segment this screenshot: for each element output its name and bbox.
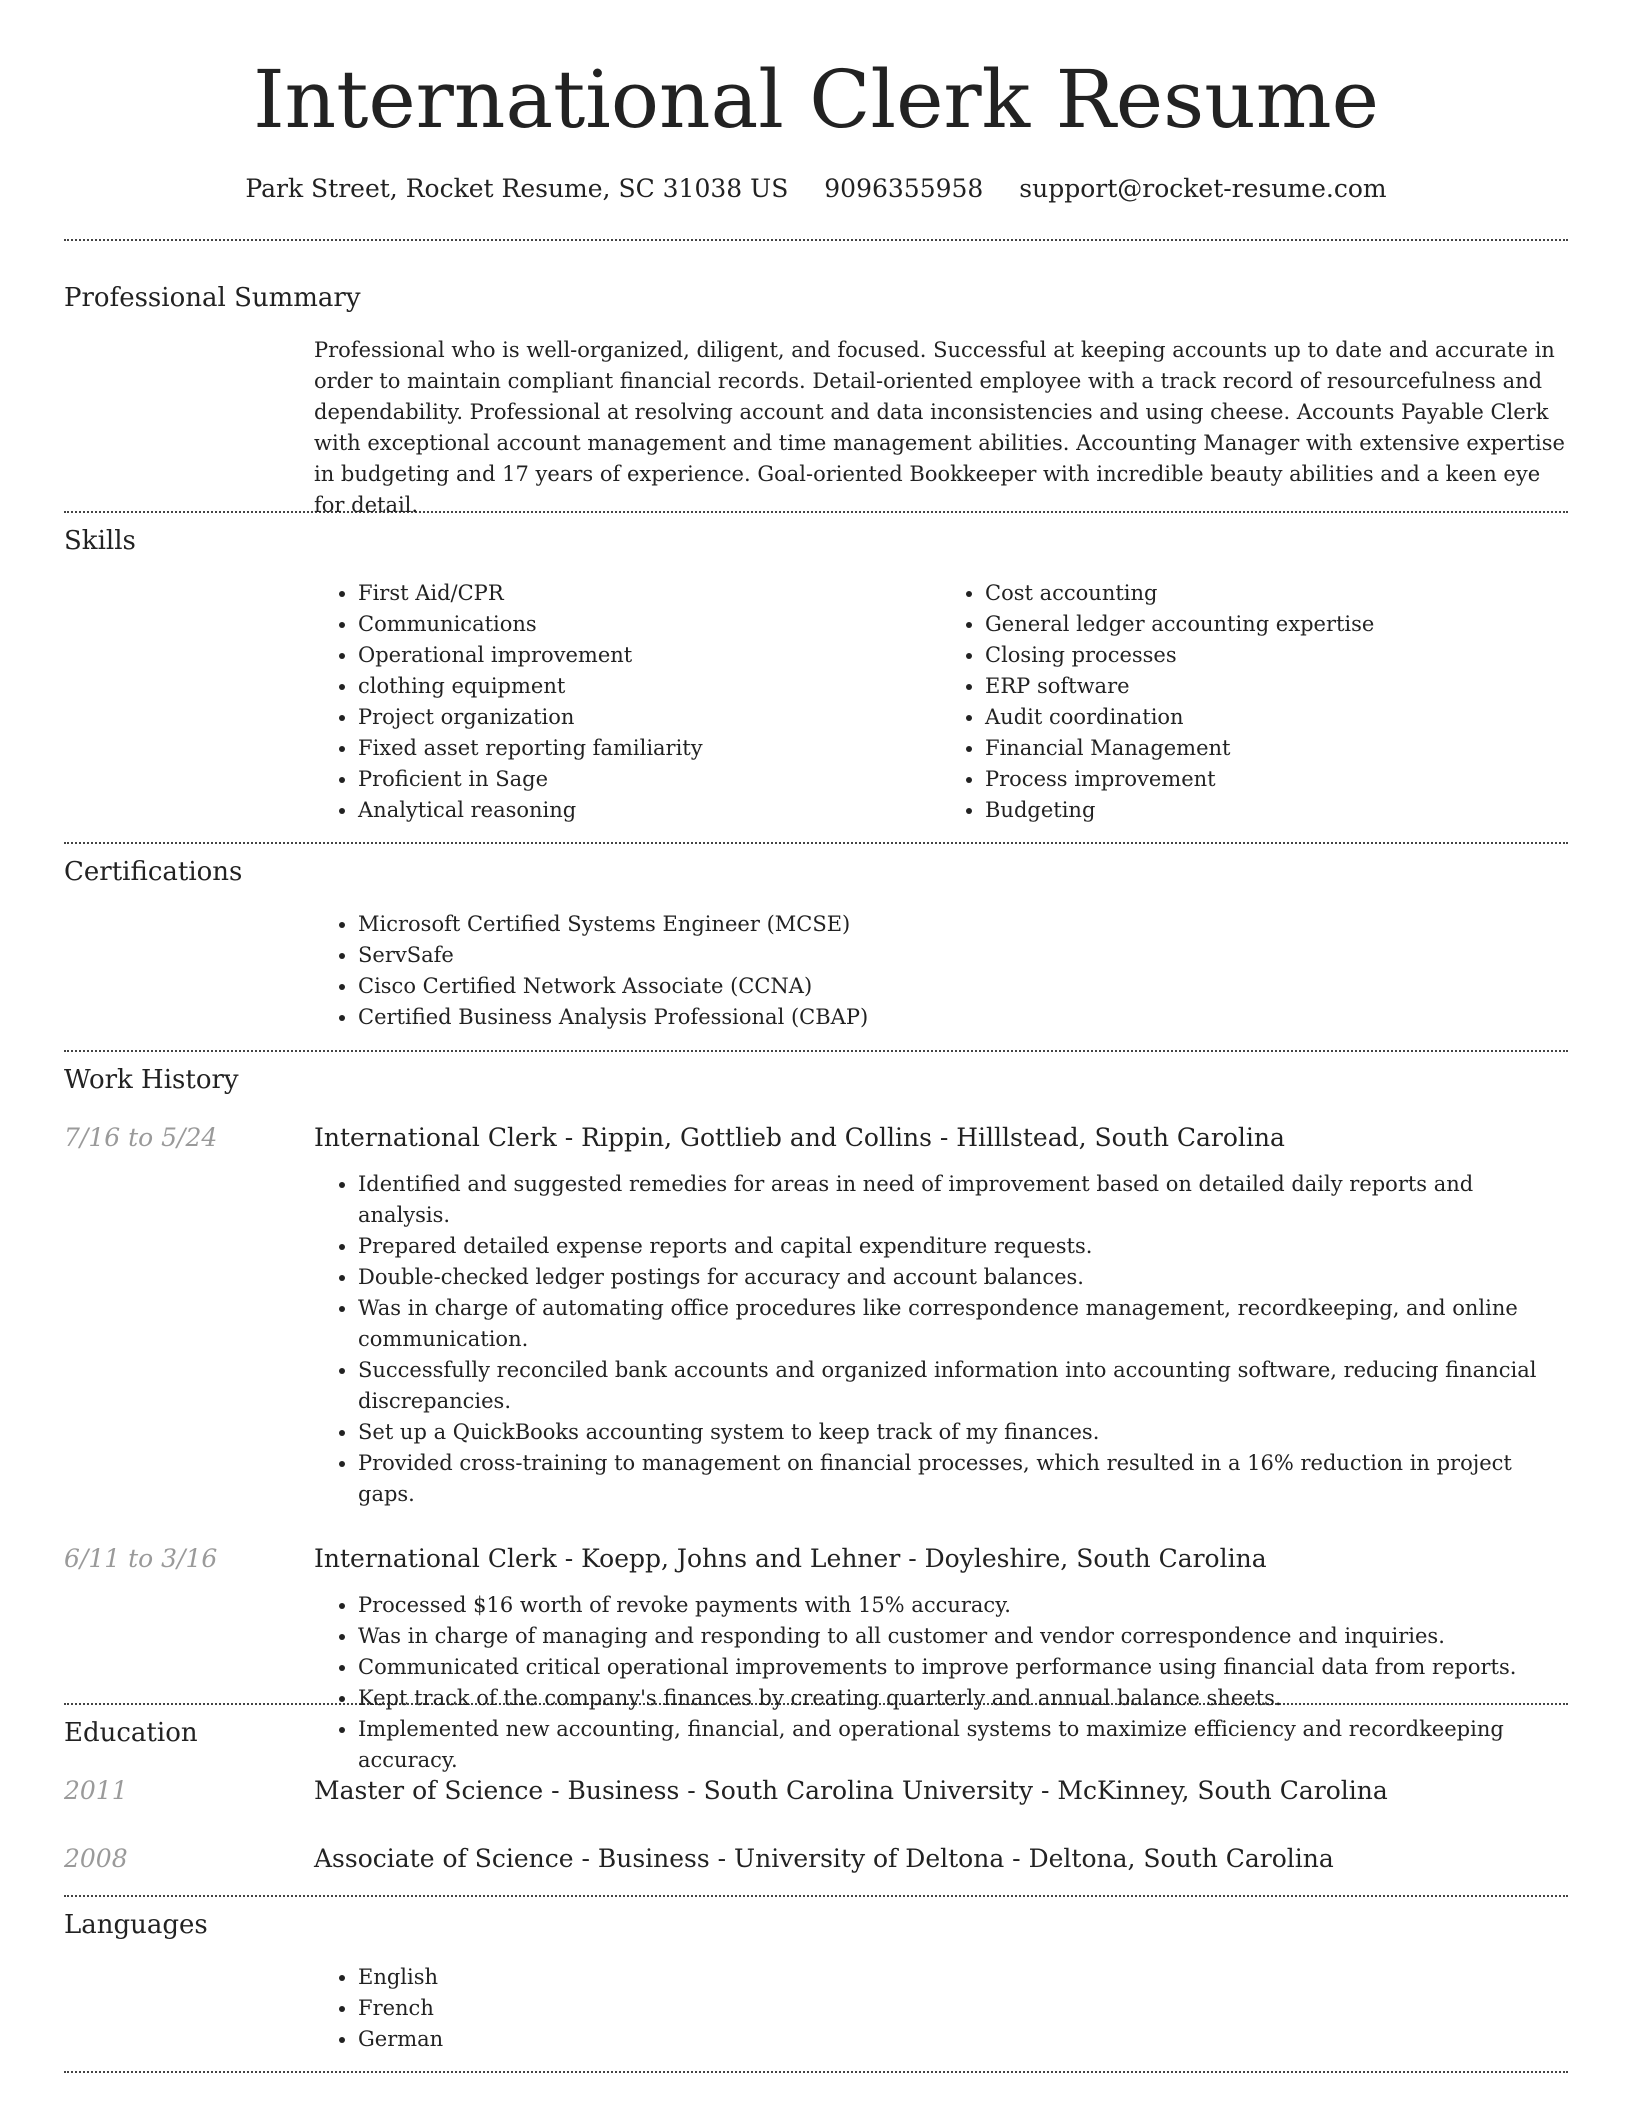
skill-item: • Fixed asset reporting familiarity [358, 733, 941, 764]
job-title: International Clerk - Koepp, Johns and Lehner - Doyleshire, South Carolina [314, 1544, 1267, 1573]
job-entry [64, 1121, 1568, 1155]
certification-item: • Certified Business Analysis Professional (CBAP) [358, 1002, 1568, 1033]
contact-line [64, 172, 1568, 206]
contact-phone: 9096355958 [824, 174, 984, 203]
resume-header [64, 0, 1568, 203]
skill-item: • Analytical reasoning [358, 795, 941, 826]
certification-item: • ServSafe [358, 940, 1568, 971]
skill-item: • General ledger accounting expertise [985, 609, 1568, 640]
section-skills [64, 513, 1568, 842]
education-year: 2011 [64, 1776, 128, 1805]
job-bullet: • Prepared detailed expense reports and capital expenditure requests. [358, 1231, 1568, 1262]
education-title: Associate of Science - Business - University of Deltona - Deltona, South Carolina [314, 1844, 1334, 1873]
job-bullet: • Was in charge of managing and responding to all customer and vendor correspondence and inquiries. [358, 1621, 1568, 1652]
section-title-work-history: Work History [64, 1065, 239, 1095]
language-item: • English [358, 1962, 1568, 1993]
job-bullet: • Provided cross-training to management on financial processes, which resulted in a 16% reduction in project gaps. [358, 1448, 1568, 1510]
summary-text: Professional who is well-organized, diligent, and focused. Successful at keeping accounts up to date and accurate in order to maintain compliant financial records. Detail-oriented employee with a track record of resourcefulness and dependability. Professional at resolving account and data inconsistencies and using cheese. Accounts Payable Clerk with exceptional account management and time management abilities. Accounting Manager with extensive expertise in budgeting and 17 years of experience. Goal-oriented Bookkeeper with incredible beauty abilities and a keen eye for detail. [314, 338, 1565, 517]
section-certifications [64, 844, 1568, 1050]
education-year: 2008 [64, 1844, 128, 1873]
skill-item: • First Aid/CPR [358, 578, 941, 609]
education-entry [64, 1842, 1568, 1876]
job-title: International Clerk - Rippin, Gottlieb and Collins - Hilllstead, South Carolina [314, 1123, 1285, 1152]
languages-list [314, 1962, 1568, 2055]
skills-list-left [314, 578, 941, 826]
certifications-list [314, 909, 1568, 1033]
skill-item: • Communications [358, 609, 941, 640]
certification-item: • Cisco Certified Network Associate (CCNA) [358, 971, 1568, 1002]
section-title-summary: Professional Summary [64, 283, 361, 313]
languages-content [314, 1962, 1568, 2055]
skill-item: • clothing equipment [358, 671, 941, 702]
divider [64, 2071, 1568, 2073]
section-languages [64, 1897, 1568, 2071]
section-title-languages: Languages [64, 1910, 208, 1940]
section-title-certifications: Certifications [64, 857, 243, 887]
job-dates: 6/11 to 3/16 [64, 1544, 218, 1573]
skill-item: • Audit coordination [985, 702, 1568, 733]
certification-item: • Microsoft Certified Systems Engineer (MCSE) [358, 909, 1568, 940]
skill-item: • Financial Management [985, 733, 1568, 764]
skill-item: • Operational improvement [358, 640, 941, 671]
job-bullet: • Double-checked ledger postings for accuracy and account balances. [358, 1262, 1568, 1293]
contact-address: Park Street, Rocket Resume, SC 31038 US [245, 174, 789, 203]
language-item: • German [358, 2024, 1568, 2055]
job-bullets [314, 1169, 1568, 1510]
certifications-content [314, 909, 1568, 1033]
summary-content [314, 335, 1568, 521]
job-bullet: • Kept track of the company's finances by creating quarterly and annual balance sheets. [358, 1683, 1568, 1714]
job-bullet: • Identified and suggested remedies for areas in need of improvement based on detailed daily reports and analysis. [358, 1169, 1568, 1231]
skill-item: • Budgeting [985, 795, 1568, 826]
job-bullet: • Communicated critical operational improvements to improve performance using financial data from reports. [358, 1652, 1568, 1683]
job-bullet: • Implemented new accounting, financial, and operational systems to maximize efficiency and recordkeeping accuracy. [358, 1714, 1568, 1776]
skill-item: • Project organization [358, 702, 941, 733]
skill-item: • Closing processes [985, 640, 1568, 671]
resume-title: International Clerk Resume [253, 53, 1379, 146]
contact-email: support@rocket-resume.com [1019, 174, 1387, 203]
job-entry [64, 1542, 1568, 1576]
job-bullet: • Was in charge of automating office procedures like correspondence management, recordkeeping, and online communication. [358, 1293, 1568, 1355]
job-bullet: • Set up a QuickBooks accounting system to keep track of my finances. [358, 1417, 1568, 1448]
education-entry [64, 1774, 1568, 1808]
language-item: • French [358, 1993, 1568, 2024]
skills-list-right [941, 578, 1568, 826]
skills-grid [314, 578, 1568, 826]
section-title-skills: Skills [64, 526, 136, 556]
job-dates: 7/16 to 5/24 [64, 1123, 218, 1152]
skill-item: • Process improvement [985, 764, 1568, 795]
job-bullet: • Processed $16 worth of revoke payments with 15% accuracy. [358, 1590, 1568, 1621]
section-education [64, 1705, 1568, 1895]
job-bullet: • Successfully reconciled bank accounts and organized information into accounting software, reducing financial discrepancies. [358, 1355, 1568, 1417]
section-summary [64, 241, 1568, 517]
skills-content [314, 578, 1568, 826]
education-title: Master of Science - Business - South Carolina University - McKinney, South Carolina [314, 1776, 1388, 1805]
skill-item: • Cost accounting [985, 578, 1568, 609]
skill-item: • ERP software [985, 671, 1568, 702]
job-details [314, 1169, 1568, 1510]
skill-item: • Proficient in Sage [358, 764, 941, 795]
section-title-education: Education [64, 1718, 198, 1748]
